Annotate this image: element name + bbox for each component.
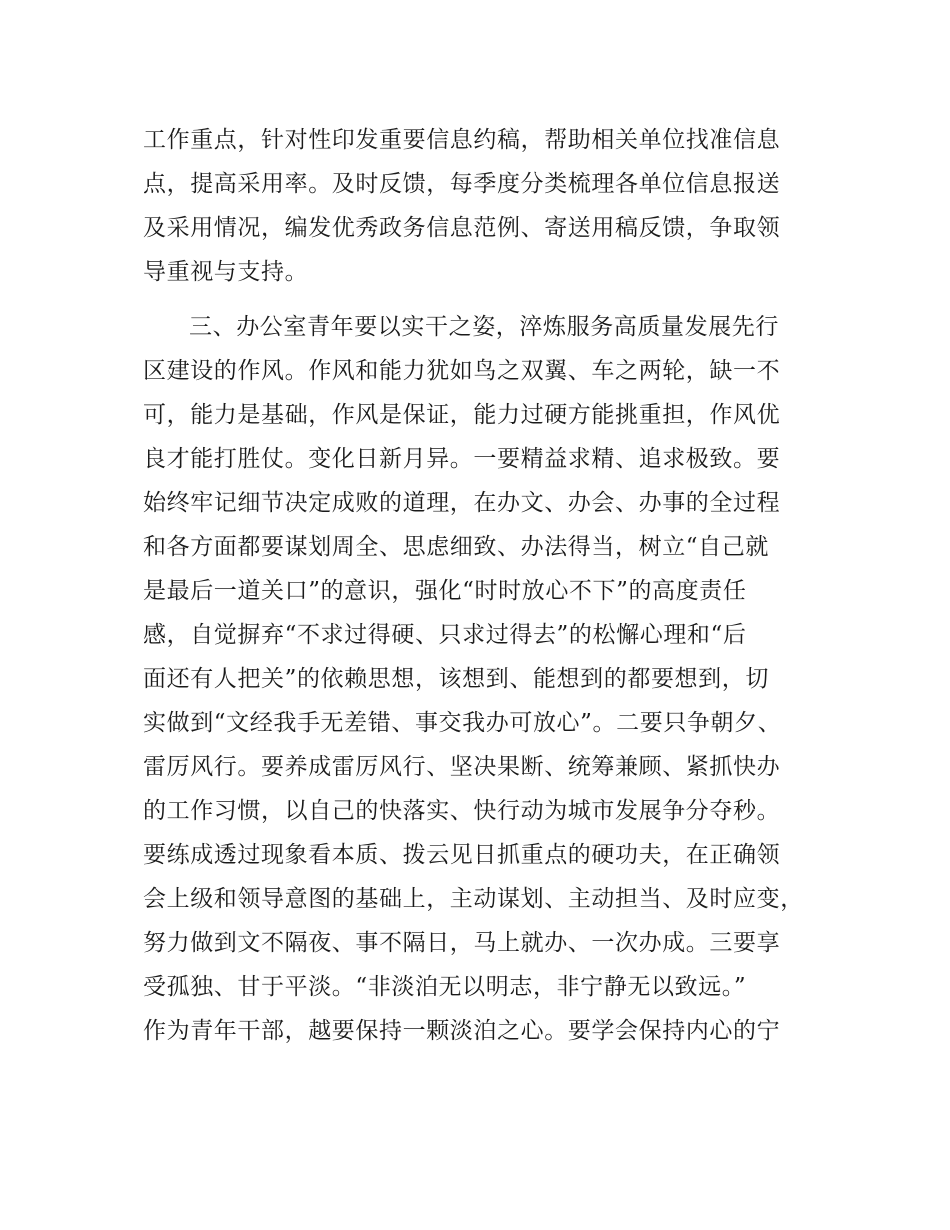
text-line: 要练成透过现象看本质、拨云见日抓重点的硬功夫，在正确领 <box>143 842 781 868</box>
text-line: 努力做到文不隔夜、事不隔日，马上就办、一次办成。三要享 <box>143 930 781 956</box>
text-line: 导重视与支持。 <box>143 259 309 285</box>
text-line: 工作重点，针对性印发重要信息约稿，帮助相关单位找准信息 <box>143 127 781 153</box>
paragraph-2 <box>143 305 815 1053</box>
text-line: 三、办公室青年要以实干之姿，淬炼服务高质量发展先行 <box>189 314 779 340</box>
text-line: 感，自觉摒弃“不求过得硬、只求过得去”的松懈心理和“后 <box>143 622 747 648</box>
text-line: 区建设的作风。作风和能力犹如鸟之双翼、车之两轮，缺一不 <box>143 358 781 384</box>
text-line: 可，能力是基础，作风是保证，能力过硬方能挑重担，作风优 <box>143 402 781 428</box>
text-line: 的工作习惯，以自己的快落实、快行动为城市发展争分夺秒。 <box>143 798 781 824</box>
text-line: 面还有人把关”的依赖思想，该想到、能想到的都要想到，切 <box>143 666 769 692</box>
text-line: 是最后一道关口”的意识，强化“时时放心不下”的高度责任 <box>143 578 747 604</box>
text-line: 受孤独、甘于平淡。“非淡泊无以明志，非宁静无以致远。” <box>143 974 747 1000</box>
text-line: 作为青年干部，越要保持一颗淡泊之心。要学会保持内心的宁 <box>143 1018 781 1044</box>
text-line: 始终牢记细节决定成败的道理，在办文、办会、办事的全过程 <box>143 490 781 516</box>
text-line: 良才能打胜仗。变化日新月异。一要精益求精、追求极致。要 <box>143 446 781 472</box>
text-line: 会上级和领导意图的基础上，主动谋划、主动担当、及时应变， <box>143 886 804 912</box>
text-line: 雷厉风行。要养成雷厉风行、坚决果断、统筹兼顾、紧抓快办 <box>143 754 781 780</box>
text-line: 及采用情况，编发优秀政务信息范例、寄送用稿反馈，争取领 <box>143 215 781 241</box>
text-line: 点，提高采用率。及时反馈，每季度分类梳理各单位信息报送 <box>143 171 781 197</box>
text-line: 实做到“文经我手无差错、事交我办可放心”。二要只争朝夕、 <box>143 710 782 736</box>
paragraph-1 <box>143 118 815 294</box>
text-line: 和各方面都要谋划周全、思虑细致、办法得当，树立“自己就 <box>143 534 769 560</box>
